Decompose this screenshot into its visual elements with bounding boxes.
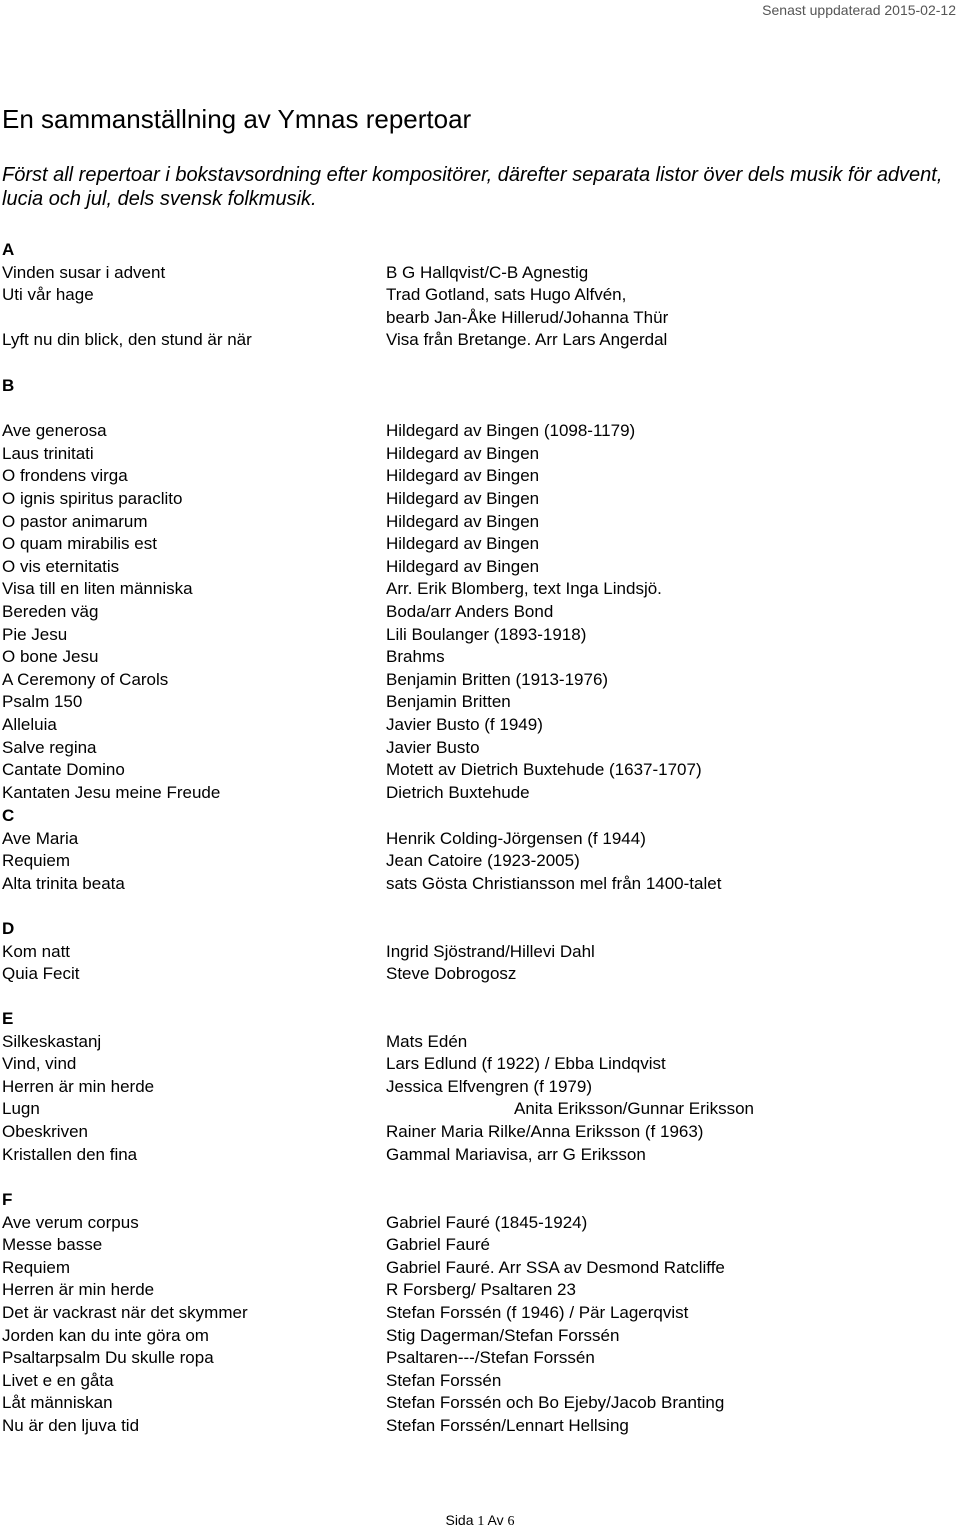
composer: Gabriel Fauré	[386, 1235, 490, 1255]
repertoire-row	[2, 284, 960, 307]
repertoire-row	[2, 873, 960, 896]
song-title: Requiem	[2, 851, 71, 871]
song-title: Psalm 150	[2, 692, 83, 712]
song-title: Ave verum corpus	[2, 1212, 139, 1232]
song-title: O bone Jesu	[2, 647, 99, 667]
repertoire-row	[2, 1325, 960, 1348]
repertoire-row	[2, 1257, 960, 1280]
song-title: Lugn	[2, 1099, 40, 1119]
composer: Steve Dobrogosz	[386, 964, 517, 984]
repertoire-row	[2, 262, 960, 285]
composer: Motett av Dietrich Buxtehude (1637-1707)	[386, 760, 702, 780]
song-title: Vinden susar i advent	[2, 262, 166, 282]
composer: Anita Eriksson/Gunnar Eriksson	[514, 1099, 754, 1119]
song-title: Messe basse	[2, 1235, 103, 1255]
song-title: Livet e en gåta	[2, 1370, 114, 1390]
song-title: O ignis spiritus paraclito	[2, 488, 183, 508]
composer: Javier Busto (f 1949)	[386, 714, 543, 734]
composer: Stig Dagerman/Stefan Forssén	[386, 1325, 620, 1345]
composer: Stefan Forssén (f 1946) / Pär Lagerqvist	[386, 1302, 689, 1322]
composer: Stefan Forssén och Bo Ejeby/Jacob Branting	[386, 1393, 725, 1413]
repertoire-row	[2, 465, 960, 488]
composer: Visa från Bretange. Arr Lars Angerdal	[386, 330, 668, 350]
song-title: Silkeskastanj	[2, 1031, 102, 1051]
section-letter: B	[2, 376, 15, 395]
song-title: Salve regina	[2, 737, 97, 757]
composer: Trad Gotland, sats Hugo Alfvén,	[386, 285, 627, 305]
song-title: Bereden väg	[2, 601, 99, 621]
repertoire-row	[2, 624, 960, 647]
song-title: O vis eternitatis	[2, 556, 120, 576]
repertoire-row	[2, 511, 960, 534]
song-title: Psaltarpsalm Du skulle ropa	[2, 1348, 214, 1368]
repertoire-row	[2, 691, 960, 714]
composer: R Forsberg/ Psaltaren 23	[386, 1280, 576, 1300]
repertoire-row	[2, 1392, 960, 1415]
song-title: Quia Fecit	[2, 964, 80, 984]
repertoire-row-continuation	[2, 307, 960, 330]
repertoire-row	[2, 329, 960, 352]
composer: Gabriel Fauré (1845-1924)	[386, 1212, 588, 1232]
repertoire-row	[2, 1279, 960, 1302]
composer: Dietrich Buxtehude	[386, 782, 530, 802]
composer: Hildegard av Bingen	[386, 511, 540, 531]
repertoire-row	[2, 533, 960, 556]
repertoire-row	[2, 1212, 960, 1235]
song-title: Herren är min herde	[2, 1280, 155, 1300]
composer: Jessica Elfvengren (f 1979)	[386, 1076, 592, 1096]
of-label: Av	[487, 1512, 504, 1528]
composer: B G Hallqvist/C-B Agnestig	[386, 262, 589, 282]
page-footer	[0, 1512, 960, 1530]
song-title: O quam mirabilis est	[2, 534, 157, 554]
composer: Mats Edén	[386, 1031, 468, 1051]
composer: Javier Busto	[386, 737, 480, 757]
song-title: Cantate Domino	[2, 760, 125, 780]
song-title: Herren är min herde	[2, 1076, 155, 1096]
composer: Stefan Forssén	[386, 1370, 502, 1390]
section-letter: A	[2, 240, 15, 259]
composer: Gabriel Fauré. Arr SSA av Desmond Ratcliffe	[386, 1257, 725, 1277]
composer: Gammal Mariavisa, arr G Eriksson	[386, 1144, 646, 1164]
repertoire-row	[2, 578, 960, 601]
section-letter: C	[2, 806, 15, 825]
repertoire-row	[2, 1121, 960, 1144]
composer: Boda/arr Anders Bond	[386, 601, 554, 621]
page-number: 1	[477, 1514, 485, 1529]
song-title: Det är vackrast när det skymmer	[2, 1302, 248, 1322]
repertoire-row	[2, 1302, 960, 1325]
section-b	[2, 375, 960, 804]
section-f	[2, 1189, 960, 1438]
page-total: 6	[507, 1514, 515, 1529]
composer: Arr. Erik Blomberg, text Inga Lindsjö.	[386, 579, 662, 599]
repertoire-row	[2, 1144, 960, 1167]
repertoire-row	[2, 737, 960, 760]
page-title: En sammanställning av Ymnas repertoar	[2, 104, 472, 134]
repertoire-row	[2, 1234, 960, 1257]
section-e	[2, 1008, 960, 1166]
song-title: Ave Maria	[2, 828, 79, 848]
song-title: Lyft nu din blick, den stund är när	[2, 330, 252, 350]
composer: Rainer Maria Rilke/Anna Eriksson (f 1963)	[386, 1121, 704, 1141]
composer: sats Gösta Christiansson mel från 1400-talet	[386, 873, 722, 893]
repertoire-row	[2, 714, 960, 737]
repertoire-row	[2, 1347, 960, 1370]
composer: Benjamin Britten	[386, 692, 511, 712]
repertoire-row	[2, 556, 960, 579]
composer: Ingrid Sjöstrand/Hillevi Dahl	[386, 941, 595, 961]
section-letter: D	[2, 919, 15, 938]
repertoire-row	[2, 1098, 960, 1121]
song-title: O pastor animarum	[2, 511, 148, 531]
section-a	[2, 239, 960, 352]
song-title: Låt människan	[2, 1393, 113, 1413]
repertoire-row	[2, 1415, 960, 1438]
song-title: Kristallen den fina	[2, 1144, 138, 1164]
repertoire-row	[2, 759, 960, 782]
composer: Psaltaren---/Stefan Forssén	[386, 1348, 595, 1368]
song-title: Requiem	[2, 1257, 71, 1277]
composer: Hildegard av Bingen	[386, 488, 540, 508]
repertoire-row	[2, 1370, 960, 1393]
song-title: A Ceremony of Carols	[2, 669, 169, 689]
section-letter: F	[2, 1190, 13, 1209]
song-title: Jorden kan du inte göra om	[2, 1325, 209, 1345]
song-title: Alleluia	[2, 714, 57, 734]
repertoire-row	[2, 420, 960, 443]
page-label: Sida	[445, 1512, 474, 1528]
song-title: O frondens virga	[2, 466, 128, 486]
composer: Benjamin Britten (1913-1976)	[386, 669, 609, 689]
repertoire-row	[2, 941, 960, 964]
composer: Hildegard av Bingen	[386, 466, 540, 486]
repertoire-row	[2, 828, 960, 851]
section-c	[2, 805, 960, 895]
last-updated-text: Senast uppdaterad 2015-02-12	[762, 2, 956, 18]
composer: Hildegard av Bingen	[386, 556, 540, 576]
song-title: Visa till en liten människa	[2, 579, 193, 599]
song-title: Kom natt	[2, 941, 71, 961]
composer: Jean Catoire (1923-2005)	[386, 851, 580, 871]
composer: Hildegard av Bingen (1098-1179)	[386, 421, 636, 441]
repertoire-row	[2, 782, 960, 805]
song-title: Laus trinitati	[2, 443, 94, 463]
repertoire-row	[2, 1053, 960, 1076]
composer: Hildegard av Bingen	[386, 443, 540, 463]
song-title: Pie Jesu	[2, 624, 68, 644]
composer: Henrik Colding-Jörgensen (f 1944)	[386, 828, 646, 848]
song-title: Alta trinita beata	[2, 873, 125, 893]
composer: Stefan Forssén/Lennart Hellsing	[386, 1415, 629, 1435]
repertoire-row	[2, 443, 960, 466]
repertoire-row	[2, 1076, 960, 1099]
section-d	[2, 918, 960, 986]
repertoire-row	[2, 850, 960, 873]
repertoire-row	[2, 488, 960, 511]
song-title: Uti vår hage	[2, 285, 94, 305]
repertoire-row	[2, 1031, 960, 1054]
repertoire-row	[2, 963, 960, 986]
composer: Lars Edlund (f 1922) / Ebba Lindqvist	[386, 1054, 666, 1074]
composer: Hildegard av Bingen	[386, 534, 540, 554]
repertoire-row	[2, 646, 960, 669]
repertoire-row	[2, 669, 960, 692]
song-title: Ave generosa	[2, 421, 107, 441]
repertoire-row	[2, 601, 960, 624]
song-title: Kantaten Jesu meine Freude	[2, 782, 221, 802]
song-title: Obeskriven	[2, 1121, 88, 1141]
song-title: Nu är den ljuva tid	[2, 1415, 140, 1435]
section-letter: E	[2, 1009, 14, 1028]
composer: Lili Boulanger (1893-1918)	[386, 624, 587, 644]
intro-text: Först all repertoar i bokstavsordning efter kompositörer, därefter separata listor över dels musik för advent, lucia och jul, dels svensk folkmusik.	[2, 164, 943, 210]
song-title: Vind, vind	[2, 1054, 77, 1074]
composer-continued: bearb Jan-Åke Hillerud/Johanna Thür	[386, 307, 669, 327]
composer: Brahms	[386, 647, 445, 667]
